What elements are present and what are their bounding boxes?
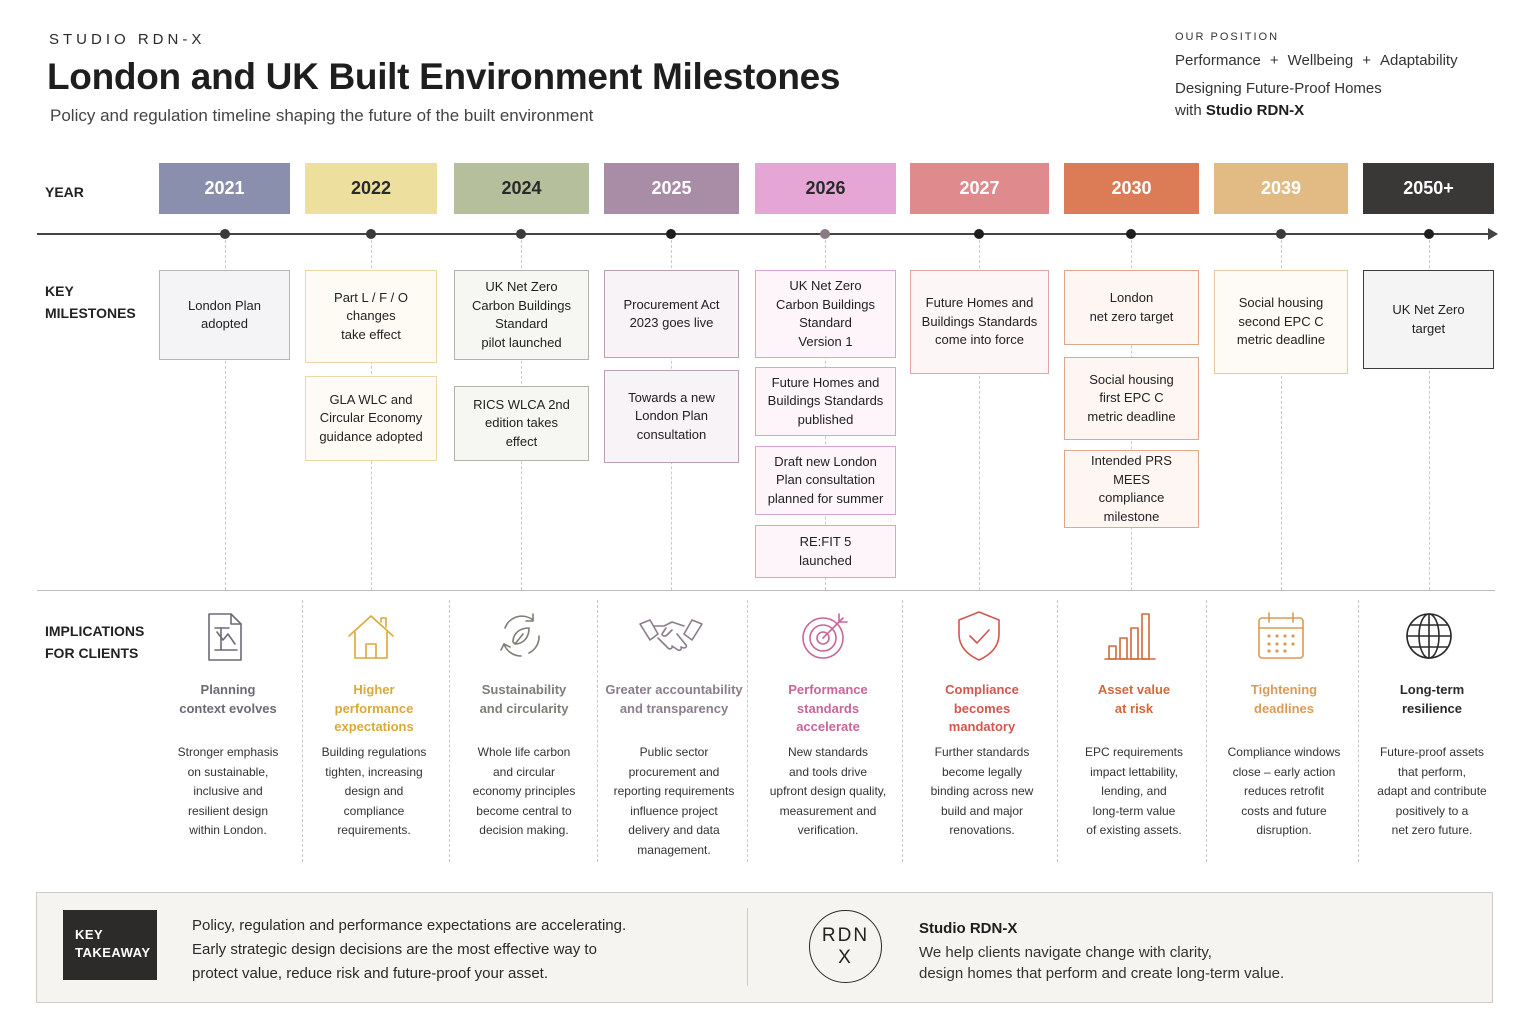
key-takeaway-text: Policy, regulation and performance expectations are accelerating. Early strategic design decisions are the most effective way to protect value, reduce risk and future-proof your asset. — [192, 917, 627, 982]
milestone-box: London net zero target — [1064, 270, 1199, 345]
milestone-box: UK Net Zero Carbon Buildings Standard Version 1 — [755, 270, 896, 358]
logo-line: RDN — [821, 925, 870, 946]
position-value-wellbeing: Wellbeing — [1287, 52, 1354, 69]
section-divider — [37, 590, 1495, 591]
shield-check-icon — [949, 606, 1009, 666]
year-label-2039: 2039 — [1214, 163, 1348, 214]
implication-description: Building regulations tighten, increasing design and compliance requirements. — [321, 745, 427, 837]
milestone-box: London Plan adopted — [159, 270, 290, 360]
year-label-2022: 2022 — [305, 163, 437, 214]
rdnx-logo — [809, 910, 882, 983]
milestone-box: Social housing second EPC C metric deadline — [1214, 270, 1348, 374]
year-label-2025: 2025 — [604, 163, 739, 214]
implication-title: Long-term resilience — [1399, 682, 1465, 716]
row-label-line: KEY — [45, 283, 74, 299]
implication-title: Performance standards accelerate — [788, 682, 868, 734]
year-label-2027: 2027 — [910, 163, 1049, 214]
implication-description: Future-proof assets that perform, adapt and contribute positively to a net zero future. — [1377, 745, 1487, 837]
timeline-dot — [974, 229, 984, 239]
document-chart-icon — [195, 606, 255, 666]
calendar-icon — [1251, 606, 1311, 666]
implication-description: Further standards become legally binding across new build and major renovations. — [930, 745, 1034, 837]
position-value-adaptability: Adaptability — [1380, 52, 1458, 69]
milestone-box: UK Net Zero Carbon Buildings Standard pilot launched — [454, 270, 589, 360]
footer-divider — [747, 908, 748, 986]
studio-description: We help clients navigate change with clarity, design homes that perform and create long-term value. — [919, 944, 1285, 982]
globe-icon — [1399, 606, 1459, 666]
target-icon — [795, 606, 855, 666]
page-subtitle: Policy and regulation timeline shaping the future of the built environment — [50, 106, 594, 125]
house-icon — [341, 606, 401, 666]
studio-name: Studio RDN-X — [919, 920, 1018, 937]
row-label-milestones — [45, 280, 136, 324]
timeline-dot — [1276, 229, 1286, 239]
implication-description: EPC requirements impact lettability, lending, and long-term value of existing assets. — [1084, 745, 1184, 837]
milestone-box: Procurement Act 2023 goes live — [604, 270, 739, 358]
position-values — [1175, 52, 1458, 69]
position-label: OUR POSITION — [1175, 31, 1280, 43]
milestone-box: Draft new London Plan consultation planned for summer — [755, 446, 896, 515]
milestone-box: Future Homes and Buildings Standards come into force — [910, 270, 1049, 374]
brand-name: STUDIO RDN-X — [49, 31, 206, 48]
timeline-dot — [220, 229, 230, 239]
implication-title: Asset value at risk — [1097, 682, 1171, 716]
position-prefix: with — [1175, 102, 1206, 119]
timeline-arrowhead — [1488, 228, 1498, 240]
handshake-icon — [641, 606, 701, 666]
row-label-year: YEAR — [45, 184, 84, 200]
plus-separator: + — [1269, 52, 1279, 69]
milestone-box: Intended PRS MEES compliance milestone — [1064, 450, 1199, 528]
implication-title: Compliance becomes mandatory — [945, 682, 1019, 734]
plus-separator: + — [1362, 52, 1372, 69]
milestone-box: RE:FIT 5 launched — [755, 525, 896, 578]
implication-description: Compliance windows close – early action reduces retrofit costs and future disruption. — [1227, 745, 1341, 837]
implication-title: Sustainability and circularity — [479, 682, 569, 716]
position-tagline: Designing Future-Proof Homes — [1175, 80, 1382, 97]
timeline-dot — [666, 229, 676, 239]
implication-description: New standards and tools drive upfront design quality, measurement and verification. — [769, 745, 887, 837]
row-label-line: FOR CLIENTS — [45, 645, 139, 661]
milestone-box: Part L / F / O changes take effect — [305, 270, 437, 363]
timeline-dot — [516, 229, 526, 239]
milestone-box: GLA WLC and Circular Economy guidance adopted — [305, 376, 437, 461]
column-separator — [1057, 600, 1058, 862]
milestone-box: Future Homes and Buildings Standards published — [755, 367, 896, 436]
timeline-dot — [820, 229, 830, 239]
timeline-dot — [366, 229, 376, 239]
position-studio-name: Studio RDN-X — [1205, 102, 1305, 119]
row-label-implications — [45, 620, 144, 664]
implication-description: Whole life carbon and circular economy principles become central to decision making. — [472, 745, 576, 837]
position-studio-line — [1175, 102, 1304, 119]
row-label-line: MILESTONES — [45, 305, 136, 321]
year-label-2026: 2026 — [755, 163, 896, 214]
milestone-box: UK Net Zero target — [1363, 270, 1494, 369]
year-label-2021: 2021 — [159, 163, 290, 214]
badge-line: KEY — [75, 927, 104, 942]
implication-title: Higher performance expectations — [334, 682, 414, 734]
recycle-leaf-icon — [491, 606, 551, 666]
milestone-box: RICS WLCA 2nd edition takes effect — [454, 386, 589, 461]
year-label-2050plus: 2050+ — [1363, 163, 1494, 214]
timeline-axis — [37, 233, 1492, 235]
milestone-box: Social housing first EPC C metric deadline — [1064, 357, 1199, 440]
bar-chart-icon — [1101, 606, 1161, 666]
timeline-dot — [1424, 229, 1434, 239]
implication-title: Tightening deadlines — [1250, 682, 1318, 716]
year-label-2030: 2030 — [1064, 163, 1199, 214]
page-title: London and UK Built Environment Milestones — [47, 56, 841, 97]
logo-line: X — [838, 947, 853, 968]
key-takeaway-badge — [63, 910, 157, 980]
year-label-2024: 2024 — [454, 163, 589, 214]
position-value-performance: Performance — [1175, 52, 1261, 69]
row-label-line: IMPLICATIONS — [45, 623, 145, 639]
milestone-box: Towards a new London Plan consultation — [604, 370, 739, 463]
implication-title: Greater accountability and transparency — [605, 682, 743, 716]
timeline-dot — [1126, 229, 1136, 239]
implication-description: Stronger emphasis on sustainable, inclusive and resilient design within London. — [177, 745, 279, 837]
implication-description: Public sector procurement and reporting requirements influence project delivery and data management. — [613, 745, 735, 857]
implication-title: Planning context evolves — [179, 682, 277, 716]
badge-line: TAKEAWAY — [75, 945, 151, 960]
